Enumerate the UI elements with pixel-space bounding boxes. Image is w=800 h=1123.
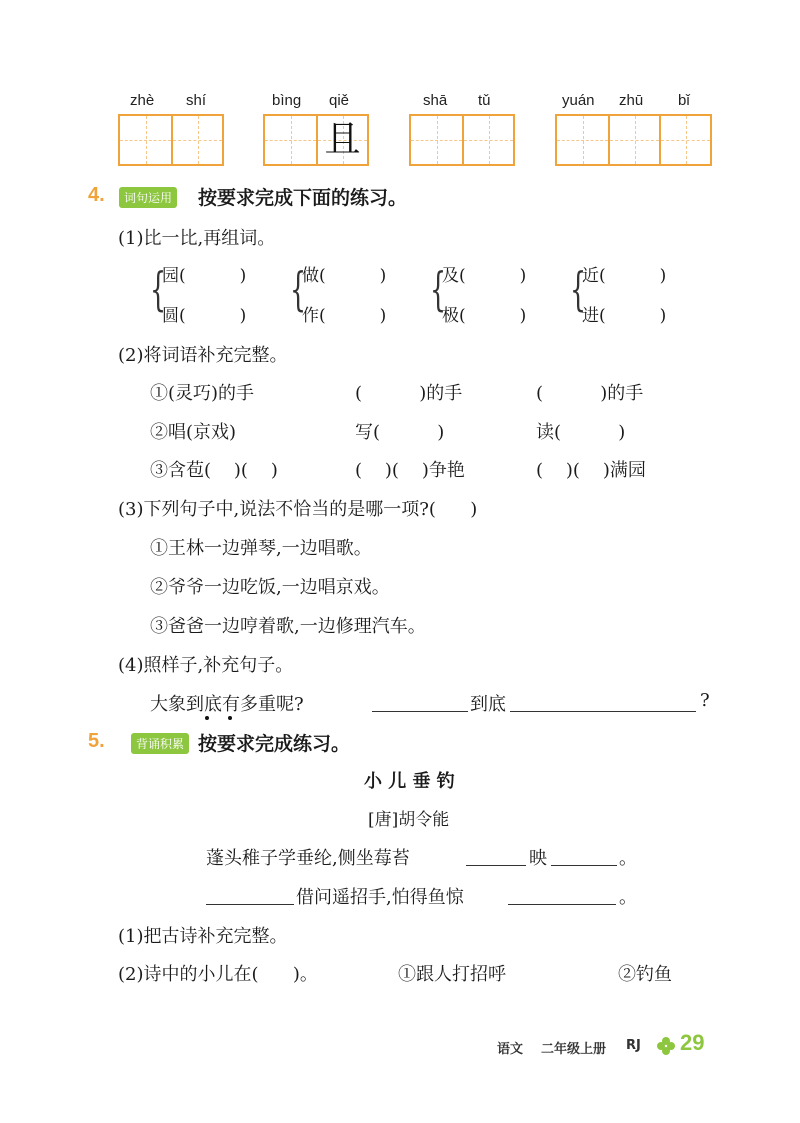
sentence-end: ? [700,690,710,711]
footer-subject: 语文 [497,1042,524,1057]
given-character: 且 [324,119,361,160]
poem-title: 小 儿 垂 钓 [364,771,455,792]
footer-book: 二年级上册 [541,1042,607,1057]
writing-cell[interactable] [608,116,659,164]
writing-cell[interactable] [557,116,608,164]
writing-cell[interactable] [120,116,171,164]
pinyin: shā [423,92,448,109]
question-number: 5. [88,730,105,752]
brace: { [150,262,167,316]
emphasis-dot [205,716,209,720]
writing-cell [316,116,367,164]
poem-author: [唐]胡令能 [368,810,450,830]
writing-grid [118,114,224,166]
writing-cell[interactable] [265,116,316,164]
section-tag: 词句运用 [119,187,177,208]
fill-item[interactable]: ( )( )满园 [536,460,646,481]
writing-cell[interactable] [462,116,513,164]
word-blank[interactable]: 及( ) [442,266,527,286]
word-blank[interactable]: 极( ) [442,306,527,326]
poem-line: 蓬头稚子学垂纶,侧坐莓苔 [206,848,410,869]
option: ②爷爷一边吃饭,一边唱京戏。 [150,577,390,598]
brace: { [290,262,307,316]
poem-line: 借问遥招手,怕得鱼惊 [296,887,464,908]
poem-line: 。 [619,848,637,869]
option: ①王林一边弹琴,一边唱歌。 [150,538,372,559]
sub-question-label[interactable]: (2)诗中的小儿在( )。 [118,964,318,985]
option: ①跟人打招呼 [398,964,506,985]
word-blank[interactable]: 作( ) [302,306,387,326]
sub-question-label: (1)比一比,再组词。 [118,228,276,249]
fill-item[interactable]: 读( ) [536,422,626,443]
pinyin: zhū [619,92,644,109]
fill-item[interactable]: ( )的手 [536,383,644,404]
sub-question-label[interactable]: (3)下列句子中,说法不恰当的是哪一项?( ) [118,499,478,520]
pinyin: shí [186,92,207,109]
answer-blank[interactable] [551,864,617,866]
pinyin: bìng [272,92,302,109]
answer-blank[interactable] [372,710,468,712]
word-blank[interactable]: 进( ) [582,306,667,326]
emphasis-dot [228,716,232,720]
writing-cell[interactable] [411,116,462,164]
pinyin: qiě [329,92,350,109]
sentence-word: 到底 [470,694,506,715]
fill-item[interactable]: 写( ) [355,422,445,443]
brace: { [430,262,447,316]
sub-question-label: (2)将词语补充完整。 [118,345,288,366]
page-number: 29 [680,1030,705,1055]
writing-grid [409,114,515,166]
answer-blank[interactable] [510,710,696,712]
sub-question-label: (1)把古诗补充完整。 [118,926,288,947]
poem-line: 。 [619,887,637,908]
pinyin: tǔ [478,92,491,109]
sub-question-label: (4)照样子,补充句子。 [118,655,294,676]
pinyin: yuán [562,92,595,109]
writing-grid [263,114,369,166]
footer-edition: RJ [626,1038,641,1053]
clover-icon [656,1036,676,1056]
question-number: 4. [88,184,105,206]
word-blank[interactable]: 近( ) [582,266,667,286]
section-tag: 背诵积累 [131,733,189,754]
fill-item[interactable]: ( )( )争艳 [355,460,465,481]
fill-item: ②唱(京戏) [150,422,237,443]
pinyin: zhè [130,92,155,109]
fill-item[interactable]: ③含苞( )( ) [150,460,278,481]
example-sentence: 大象到底有多重呢? [150,694,304,715]
answer-blank[interactable] [206,903,294,905]
fill-item[interactable]: ( )的手 [355,383,463,404]
answer-blank[interactable] [508,903,616,905]
word-blank[interactable]: 做( ) [302,266,387,286]
word-blank[interactable]: 园( ) [162,266,247,286]
fill-item: ①(灵巧)的手 [150,383,255,404]
writing-cell[interactable] [659,116,710,164]
poem-line: 映 [529,848,547,869]
writing-grid [555,114,712,166]
pinyin: bǐ [678,92,690,109]
answer-blank[interactable] [466,864,526,866]
writing-cell[interactable] [171,116,222,164]
brace: { [570,262,587,316]
option: ②钓鱼 [618,964,672,985]
option: ③爸爸一边哼着歌,一边修理汽车。 [150,616,426,637]
word-blank[interactable]: 圆( ) [162,306,247,326]
question-title: 按要求完成练习。 [198,733,351,755]
question-title: 按要求完成下面的练习。 [198,187,408,209]
